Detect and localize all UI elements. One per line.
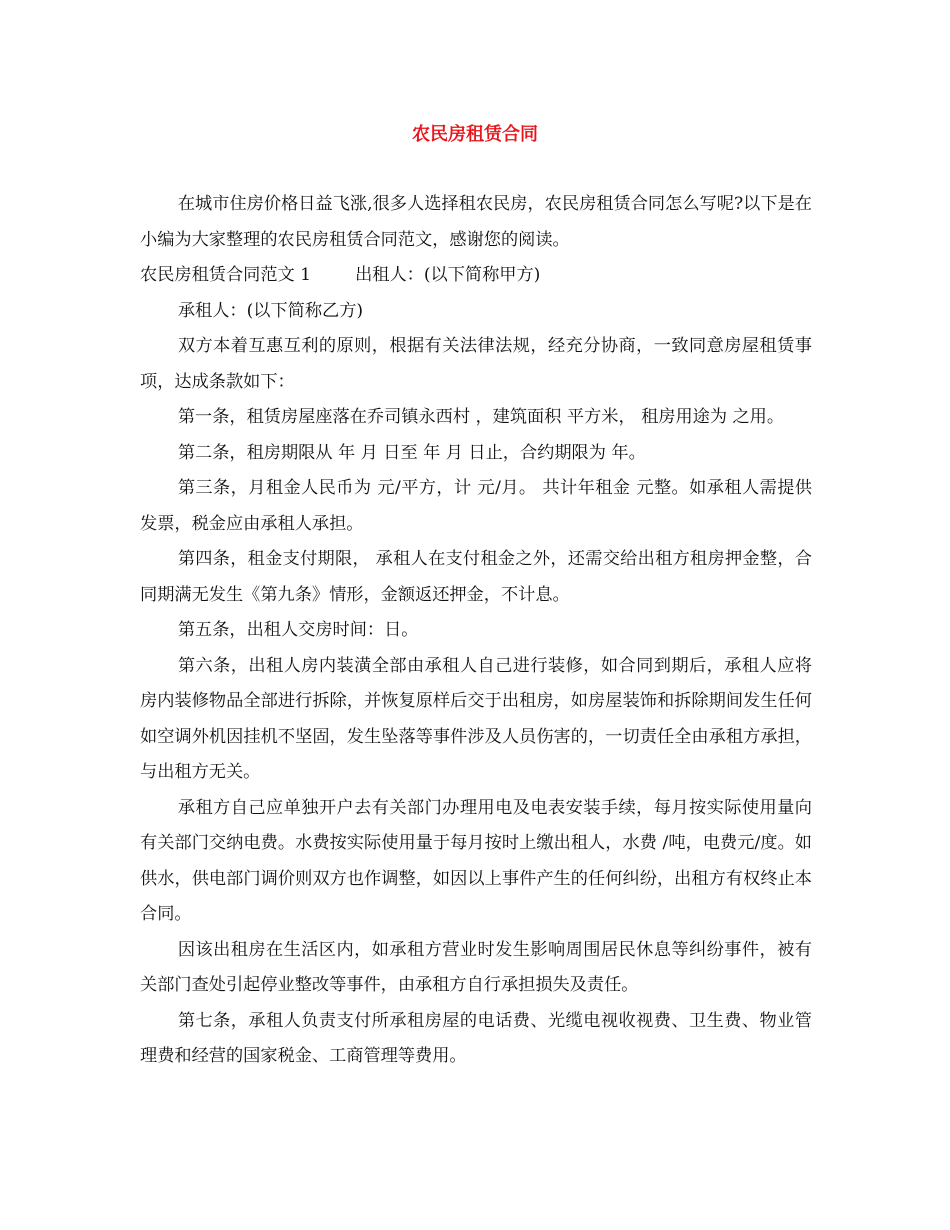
- article-2-paragraph: 第二条，租房期限从 年 月 日至 年 月 日止，合约期限为 年。: [177, 442, 646, 463]
- utilities-paragraph: 承租方自己应单独开户去有关部门办理用电及电表安装手续，每月按实际使用量向有关部门交纳电费。水费按实际使用量于每月按时上缴出租人，水费 /吨，电费元/度。如供水，供电部门调价则双方也作调整，如因以上事件产生的任何纠纷，出租方有权终止本合同。: [140, 797, 812, 924]
- lessor-line: 出租人：(以下简称甲方): [355, 265, 541, 285]
- lessee-paragraph: 承租人：(以下简称乙方): [177, 300, 364, 321]
- article-4-paragraph: 第四条，租金支付期限， 承租人在支付租金之外，还需交给出租方租房押金整，合同期满无发生《第九条》情形，金额返还押金，不计息。: [140, 549, 812, 605]
- article-6-paragraph: 第六条，出租人房内装潢全部由承租人自己进行装修，如合同到期后，承租人应将房内装修物品全部进行拆除，并恢复原样后交于出租房，如房屋装饰和拆除期间发生任何如空调外机因挂机不坚固，发生坠落等事件涉及人员伤害的，一切责任全由承租方承担，与出租方无关。: [140, 655, 812, 782]
- article-5-paragraph: 第五条，出租人交房时间：日。: [177, 620, 419, 640]
- preamble-paragraph: 双方本着互惠互利的原则，根据有关法律法规，经充分协商，一致同意房屋租赁事项，达成条款如下：: [140, 336, 812, 392]
- document-title: 农民房租赁合同: [412, 124, 538, 145]
- sample-heading: 农民房租赁合同范文 1: [140, 265, 312, 285]
- article-7-paragraph: 第七条，承租人负责支付所承租房屋的电话费、光缆电视收视费、卫生费、物业管理费和经营的国家税金、工商管理等费用。: [140, 1010, 812, 1066]
- disputes-paragraph: 因该出租房在生活区内，如承租方营业时发生影响周围居民休息等纠纷事件，被有关部门查处引起停业整改等事件，由承租方自行承担损失及责任。: [140, 939, 812, 995]
- article-1-paragraph: 第一条，租赁房屋座落在乔司镇永西村 ，建筑面积 平方米， 租房用途为 之用。: [177, 407, 785, 427]
- sample-heading-line: [140, 258, 812, 294]
- document-body: [140, 187, 812, 1075]
- intro-paragraph: 在城市住房价格日益飞涨,很多人选择租农民房，农民房租赁合同怎么写呢?以下是在小编为大家整理的农民房租赁合同范文，感谢您的阅读。: [140, 194, 812, 250]
- article-3-paragraph: 第三条，月租金人民币为 元/平方，计 元/月。 共计年租金 元整。如承租人需提供发票，税金应由承租人承担。: [140, 478, 812, 534]
